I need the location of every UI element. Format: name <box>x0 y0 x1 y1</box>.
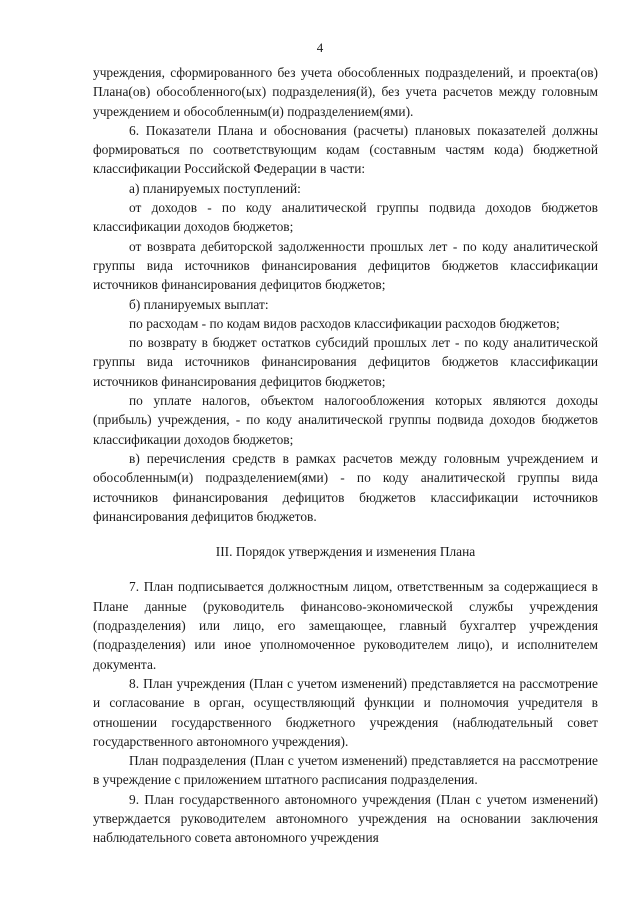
paragraph: по возврату в бюджет остатков субсидий прошлых лет - по коду аналитической группы вида источников финансирования дефицитов бюджетов классификации источников финансирования дефицитов бюджетов; <box>93 335 598 389</box>
document-body <box>93 63 598 848</box>
paragraph: от возврата дебиторской задолженности прошлых лет - по коду аналитической группы вида источников финансирования дефицитов бюджетов классификации источников финансирования дефицитов бюджетов; <box>93 238 598 293</box>
paragraph: 8. План учреждения (План с учетом изменений) представляется на рассмотрение и согласование в орган, осуществляющий функции и полномочия учредителя в отношении государственного бюджетного учреждения (наблюдательный совет государственного автономного учреждения). <box>93 675 598 749</box>
paragraph: по уплате налогов, объектом налогообложения которых являются доходы (прибыль) учреждения, - по коду аналитической группы подвида доходов бюджетов классификации доходов бюджетов; <box>93 393 598 447</box>
paragraph: 6. Показатели Плана и обоснования (расчеты) плановых показателей должны формироваться по соответствующим кодам (составным частям кода) бюджетной классификации Российской Федерации в части: <box>93 122 598 177</box>
paragraph: учреждения, сформированного без учета обособленных подразделений, и проекта(ов) Плана(ов) обособленного(ых) подразделения(й), без учета расчетов между головным учреждением и обособленным(и) подразделением(ями). <box>93 65 598 119</box>
paragraph: б) планируемых выплат: <box>129 296 269 312</box>
paragraph: по расходам - по кодам видов расходов классификации расходов бюджетов; <box>129 315 560 331</box>
paragraph: 7. План подписывается должностным лицом, ответственным за содержащиеся в Плане данные (руководитель финансово-экономической службы учреждения (подразделения) или лицо, его замещающее, главный бухгалтер учреждения (подразделения) или иное уполномоченное руководителем лицо), и исполнителем документа. <box>93 579 598 672</box>
paragraph: а) планируемых поступлений: <box>129 180 301 196</box>
paragraph: от доходов - по коду аналитической группы подвида доходов бюджетов классификации доходов бюджетов; <box>93 200 598 235</box>
page-number: 4 <box>316 40 324 55</box>
paragraph: в) перечисления средств в рамках расчетов между головным учреждением и обособленным(и) подразделением(ями) - по коду аналитической группы вида источников финансирования дефицитов бюджетов классификации источников финансирования дефицитов бюджетов. <box>93 450 598 524</box>
section-heading: III. Порядок утверждения и изменения Плана <box>215 544 476 560</box>
paragraph: План подразделения (План с учетом изменений) представляется на рассмотрение в учреждение с приложением штатного расписания подразделения. <box>93 753 598 788</box>
paragraph: 9. План государственного автономного учреждения (План с учетом изменений) утверждается руководителем автономного учреждения на основании заключения наблюдательного совета автономного учреждения <box>93 791 598 846</box>
